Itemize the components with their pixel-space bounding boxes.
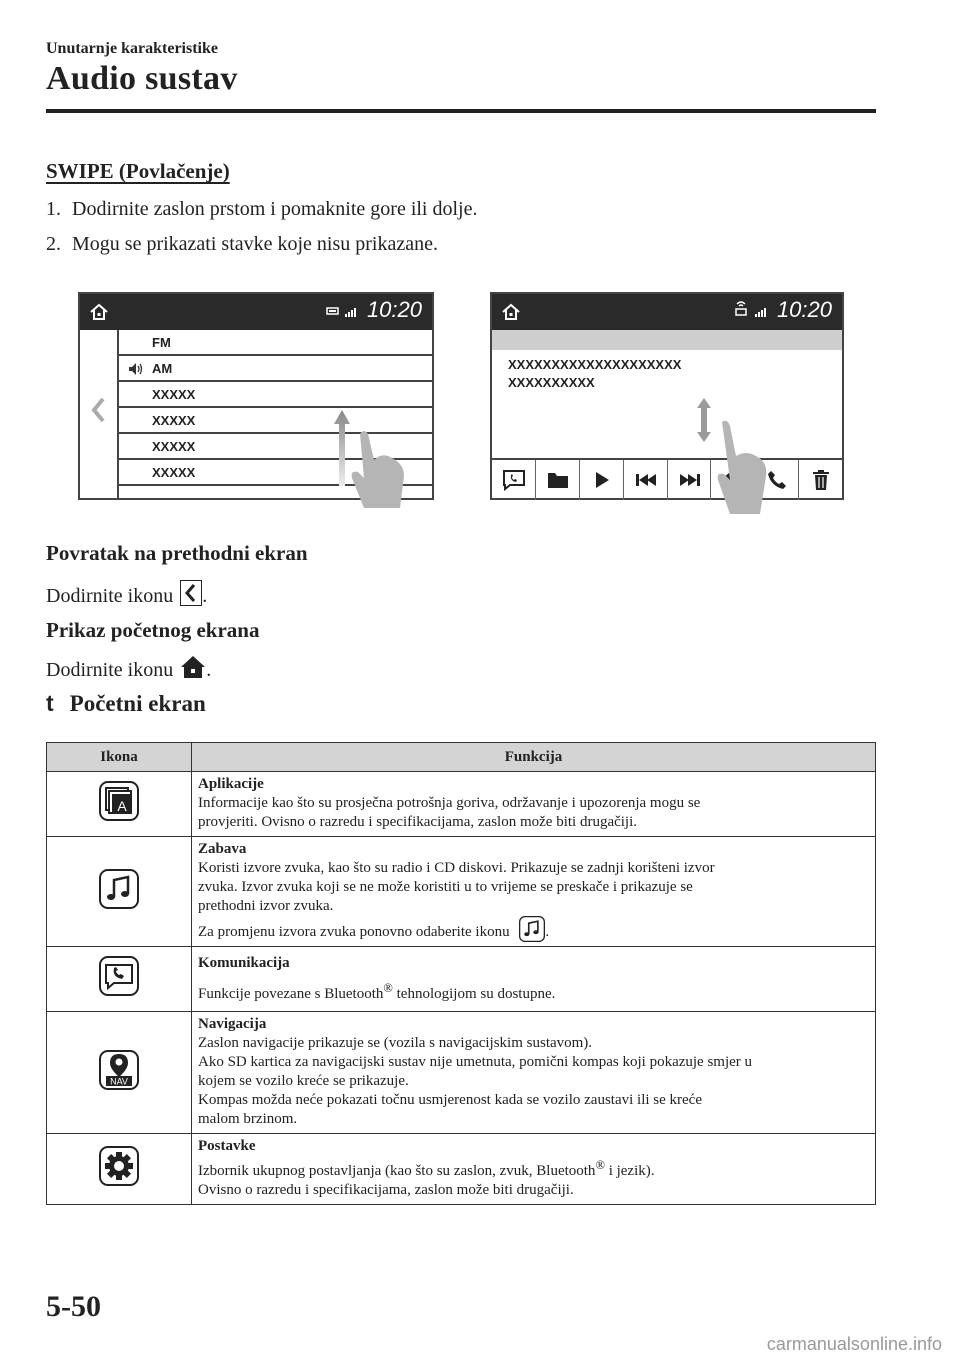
skip-forward-icon — [679, 473, 701, 487]
toolbar-previous-button[interactable] — [624, 460, 668, 500]
music-note-icon — [519, 916, 545, 942]
step-number: 1. — [46, 198, 61, 220]
svg-text:A: A — [117, 798, 127, 814]
table-header — [47, 743, 876, 772]
communication-icon — [502, 469, 526, 491]
clock: 10:20 — [776, 297, 832, 322]
hand-icon — [714, 420, 774, 516]
function-cell: Komunikacija Funkcije povezane s Bluetooth® tehnologijom su dostupne. — [192, 947, 876, 1012]
function-cell: Zabava Koristi izvore zvuka, kao što su radio i CD diskovi. Prikazuje se zadnji korišteni izvor zvuka. Izvor zvuka koji se ne može koristiti u to vrijeme se preskače i prikazuje se prethodni izvor zvuka. Za promjenu izvora zvuka ponovno odaberite ikonu . — [192, 837, 876, 947]
title-divider — [46, 109, 876, 113]
back-instruction: Dodirnite ikonu . — [46, 580, 207, 608]
applications-icon — [99, 781, 139, 821]
skip-back-icon — [635, 473, 657, 487]
media-screen-figure — [490, 292, 844, 500]
step-2 — [46, 233, 438, 256]
communication-icon — [99, 956, 139, 996]
play-icon — [594, 471, 610, 489]
signal-icon — [754, 305, 768, 317]
battery-icon — [326, 305, 340, 317]
table-row — [47, 1012, 876, 1134]
toolbar-play-button[interactable] — [580, 460, 624, 500]
table-row — [47, 947, 876, 1012]
icon-cell — [47, 772, 192, 837]
home-icon — [180, 654, 206, 680]
function-cell: Postavke Izbornik ukupnog postavljanja (kao što su zaslon, zvuk, Bluetooth® i jezik). Ovisno o razredu i specifikacijama, zaslon može biti drugačiji. — [192, 1134, 876, 1205]
svg-text:NAV: NAV — [110, 1076, 128, 1086]
chevron-left-icon — [180, 580, 202, 606]
icon-cell — [47, 837, 192, 947]
step-number: 2. — [46, 233, 61, 255]
hand-icon — [352, 431, 404, 508]
column-header-function: Funkcija — [192, 743, 876, 772]
clock: 10:20 — [366, 297, 422, 322]
home-icon — [89, 302, 109, 322]
swipe-gesture-illustration — [326, 408, 416, 508]
list-item[interactable]: XXXXX — [118, 460, 432, 486]
list-item[interactable]: XXXXX — [118, 382, 432, 408]
media-toolbar — [492, 458, 842, 500]
signal-icon — [344, 305, 358, 317]
list-item[interactable] — [118, 356, 432, 382]
toolbar-delete-button[interactable] — [799, 460, 842, 500]
status-bar — [492, 294, 842, 330]
speaker-icon — [128, 362, 144, 376]
step-text: Dodirnite zaslon prstom i pomaknite gore ili dolje. — [72, 198, 478, 220]
watermark: carmanualsonline.info — [766, 1334, 942, 1354]
function-cell: Navigacija Zaslon navigacije prikazuje se (vozila s navigacijskim sustavom). Ako SD kartica za navigacijski sustav nije umetnuta, pomični kompas koji pokazuje smjer u kojem se vozilo kreće se prikazuje. Kompas možda neće pokazati točnu usmjerenost kada se vozilo zaustavi ili se kreće malom brzinom. — [192, 1012, 876, 1134]
back-heading: Povratak na prethodni ekran — [46, 541, 308, 565]
toolbar-folder-button[interactable] — [536, 460, 580, 500]
icon-cell — [47, 1012, 192, 1134]
table-row — [47, 772, 876, 837]
list-item[interactable]: XXXXX — [118, 408, 432, 434]
toolbar-next-button[interactable] — [668, 460, 712, 500]
settings-gear-icon — [99, 1146, 139, 1186]
list-item-label: AM — [152, 361, 173, 376]
section-bullet: t — [46, 690, 54, 716]
list-item[interactable]: FM — [118, 330, 432, 356]
trash-icon — [812, 469, 830, 491]
table-row — [47, 837, 876, 947]
folder-icon — [546, 470, 570, 490]
home-screen-icon-table — [46, 742, 876, 1205]
home-screen-heading: t Početni ekran — [46, 690, 206, 716]
up-arrow-icon — [334, 410, 350, 486]
step-1 — [46, 198, 477, 221]
chevron-left-icon[interactable] — [90, 396, 106, 424]
bluetooth-battery-icon — [734, 298, 748, 318]
page-title: Audio sustav — [46, 60, 238, 97]
section-label: Unutarnje karakteristike — [46, 40, 218, 57]
table-row — [47, 1134, 876, 1205]
status-bar — [80, 294, 432, 330]
icon-cell — [47, 1134, 192, 1205]
message-text: XXXXXXXXXXXXXXXXXXXX XXXXXXXXXX — [508, 357, 682, 390]
list-screen-figure — [78, 292, 434, 500]
music-note-icon — [99, 869, 139, 909]
column-header-icon: Ikona — [47, 743, 192, 772]
left-panel — [80, 330, 119, 498]
icon-cell — [47, 947, 192, 1012]
home-icon — [501, 302, 521, 322]
navigation-icon — [99, 1050, 139, 1090]
home-heading: Prikaz početnog ekrana — [46, 618, 260, 642]
function-cell: Aplikacije Informacije kao što su prosječna potrošnja goriva, održavanje i upozorenja mogu se provjeriti. Ovisno o razredu i specifikacijama, zaslon može biti drugačiji. — [192, 772, 876, 837]
toolbar-communication-button[interactable] — [492, 460, 536, 500]
swipe-heading: SWIPE (Povlačenje) — [46, 159, 230, 183]
step-text: Mogu se prikazati stavke koje nisu prikazane. — [72, 233, 438, 255]
up-down-arrow-icon — [696, 398, 712, 442]
home-instruction: Dodirnite ikonu . — [46, 654, 211, 682]
list-item[interactable]: XXXXX — [118, 434, 432, 460]
title-band — [492, 330, 842, 350]
page-number: 5-50 — [46, 1290, 101, 1323]
